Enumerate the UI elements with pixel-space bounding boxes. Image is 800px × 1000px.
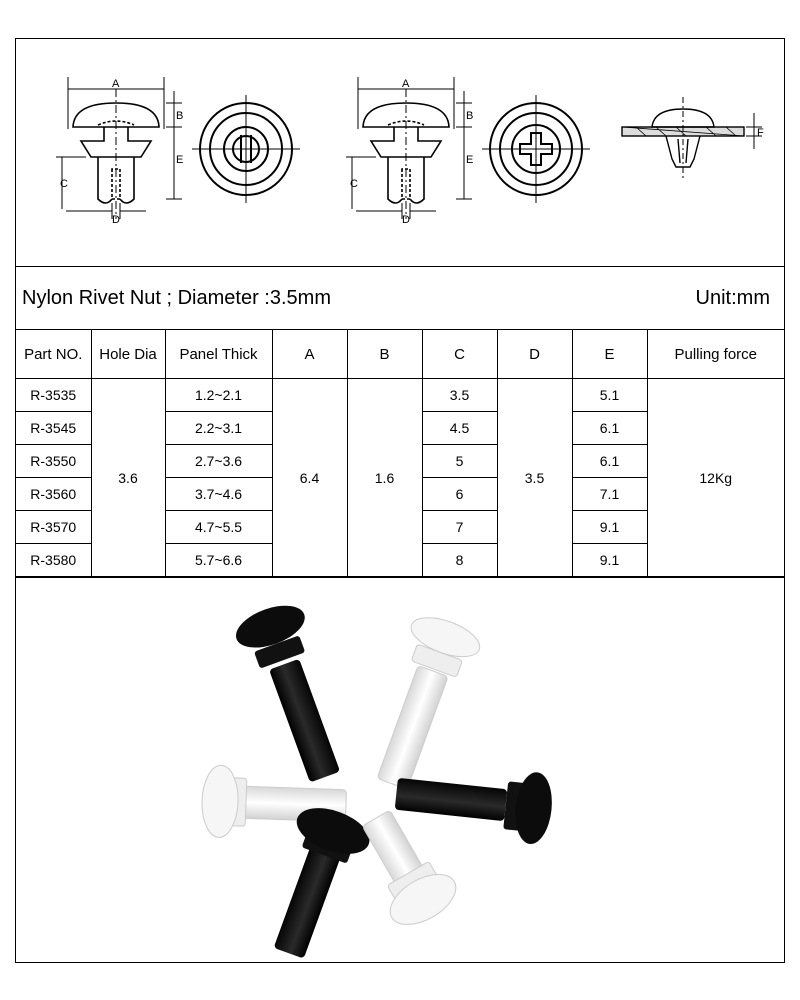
cell-c: 8 xyxy=(422,544,497,577)
cell-panel: 1.2~2.1 xyxy=(165,379,272,412)
cell-e: 6.1 xyxy=(572,445,647,478)
header-part-no: Part NO. xyxy=(16,330,91,379)
cell-e: 9.1 xyxy=(572,544,647,577)
cell-c: 4.5 xyxy=(422,412,497,445)
dim-a-label-2: A xyxy=(402,78,410,90)
dim-e-label-1: E xyxy=(176,154,184,166)
side-view-2 xyxy=(346,77,472,219)
dim-b-label-2: B xyxy=(466,110,474,122)
cell-panel: 2.2~3.1 xyxy=(165,412,272,445)
cell-part: R-3545 xyxy=(16,412,91,445)
cell-part: R-3570 xyxy=(16,511,91,544)
cell-d: 3.5 xyxy=(497,379,572,577)
dim-a-label-1: A xyxy=(112,78,120,90)
drawings-svg xyxy=(16,39,784,267)
side-view-1 xyxy=(56,77,182,219)
cell-pulling-force: 12Kg xyxy=(647,379,784,577)
cell-c: 7 xyxy=(422,511,497,544)
cell-e: 5.1 xyxy=(572,379,647,412)
cell-part: R-3560 xyxy=(16,478,91,511)
header-d: D xyxy=(497,330,572,379)
cell-e: 9.1 xyxy=(572,511,647,544)
table-header-row xyxy=(16,330,784,379)
header-hole-dia: Hole Dia xyxy=(91,330,165,379)
product-title: Nylon Rivet Nut ; Diameter :3.5mm xyxy=(22,287,331,309)
rivets-illustration xyxy=(16,578,784,964)
cell-part: R-3535 xyxy=(16,379,91,412)
cell-panel: 3.7~4.6 xyxy=(165,478,272,511)
black-rivet-3 xyxy=(253,799,376,964)
dim-c-label-1: C xyxy=(60,178,68,190)
black-rivet-1 xyxy=(230,597,359,789)
dim-e-label-2: E xyxy=(466,154,474,166)
dim-d-label-1: D xyxy=(112,214,120,226)
product-photo xyxy=(16,577,784,963)
cell-b: 1.6 xyxy=(347,379,422,577)
cell-e: 6.1 xyxy=(572,412,647,445)
spec-sheet xyxy=(15,38,785,963)
header-c: C xyxy=(422,330,497,379)
header-panel-thick: Panel Thick xyxy=(165,330,272,379)
dim-b-label-1: B xyxy=(176,110,184,122)
spec-table xyxy=(16,330,784,577)
cell-panel: 4.7~5.5 xyxy=(165,511,272,544)
black-rivet-2 xyxy=(393,758,556,846)
header-a: A xyxy=(272,330,347,379)
top-view-slot xyxy=(192,95,300,203)
header-b: B xyxy=(347,330,422,379)
white-rivet-3 xyxy=(345,800,464,935)
unit-label: Unit:mm xyxy=(695,287,770,309)
table-row xyxy=(16,379,784,412)
cell-part: R-3580 xyxy=(16,544,91,577)
title-bar xyxy=(16,267,784,330)
cell-c: 5 xyxy=(422,445,497,478)
installed-section-view xyxy=(622,97,762,179)
cell-e: 7.1 xyxy=(572,478,647,511)
top-view-cross xyxy=(482,95,590,203)
cell-a: 6.4 xyxy=(272,379,347,577)
white-rivet-1 xyxy=(358,610,484,796)
cell-c: 6 xyxy=(422,478,497,511)
dim-c-label-2: C xyxy=(350,178,358,190)
cell-panel: 2.7~3.6 xyxy=(165,445,272,478)
header-pulling-force: Pulling force xyxy=(647,330,784,379)
cell-panel: 5.7~6.6 xyxy=(165,544,272,577)
dim-d-label-2: D xyxy=(402,214,410,226)
technical-drawings xyxy=(16,39,784,267)
cell-part: R-3550 xyxy=(16,445,91,478)
cell-c: 3.5 xyxy=(422,379,497,412)
header-e: E xyxy=(572,330,647,379)
cell-hole-dia: 3.6 xyxy=(91,379,165,577)
dim-f-label: F xyxy=(757,127,764,139)
